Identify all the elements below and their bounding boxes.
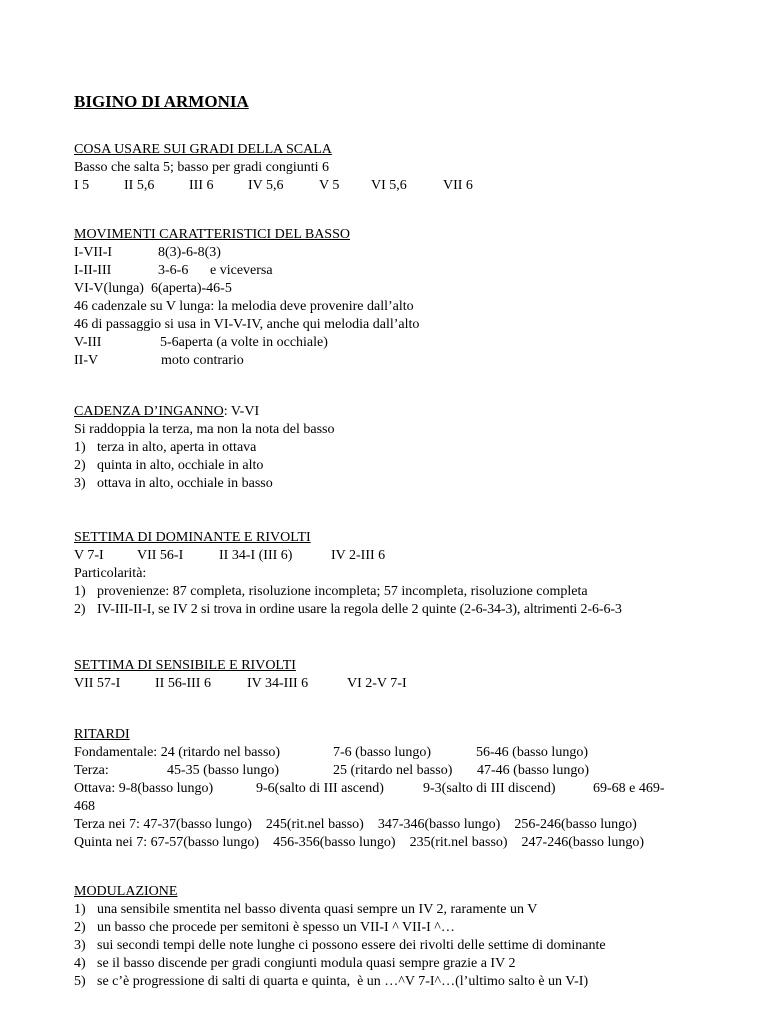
grade-cell: II 5,6 [124,178,155,193]
text-line [74,334,744,352]
grade-cell: III 6 [189,178,214,193]
text-cell: I-VII-I [74,245,113,260]
text-line: Particolarità: [74,566,147,581]
list-number: 2) [74,602,86,617]
list-text: provenienze: 87 completa, risoluzione incompleta; 57 incompleta, risoluzione completa [97,584,588,599]
text-cell: II-V [74,353,99,368]
text-cell: VII 57-I [74,676,121,691]
list-text: ottava in alto, occhiale in basso [97,476,273,491]
list-item [74,937,744,955]
section-cadenza [74,403,744,493]
section-heading: SETTIMA DI DOMINANTE E RIVOLTI [74,530,311,545]
grade-cell: VII 6 [443,178,473,193]
list-number: 4) [74,956,86,971]
text-cell: Fondamentale: 24 (ritardo nel basso) [74,745,281,760]
text-cell: 8(3)-6-8(3) [158,245,221,260]
section-heading: RITARDI [74,727,130,742]
text-cell: 45-35 (basso lungo) [167,763,279,778]
text-cell: 69-68 e 469- [593,781,665,796]
document-title: BIGINO DI ARMONIA [74,92,249,111]
text-cell: II 56-III 6 [155,676,211,691]
grade-cell: I 5 [74,178,90,193]
list-number: 3) [74,476,86,491]
text-cell: 5-6aperta (a volte in occhiale) [160,335,328,350]
text-line [74,780,744,798]
text-line: VI-V(lunga) 6(aperta)-46-5 [74,281,232,296]
grade-cell: VI 5,6 [371,178,407,193]
section-sensibile [74,657,744,693]
list-item [74,601,744,619]
text-cell: II 34-I (III 6) [219,548,293,563]
text-cell: 25 (ritardo nel basso) [333,763,453,778]
text-cell: 7-6 (basso lungo) [333,745,431,760]
text-cell: VII 56-I [137,548,184,563]
section-heading: MOVIMENTI CARATTERISTICI DEL BASSO [74,227,350,242]
text-cell: V 7-I [74,548,104,563]
list-text: terza in alto, aperta in ottava [97,440,257,455]
list-text: se il basso discende per gradi congiunti modula quasi sempre grazie a IV 2 [97,956,516,971]
section-dominante [74,529,744,619]
list-item [74,457,744,475]
list-item [74,583,744,601]
text-cell: 47-46 (basso lungo) [477,763,589,778]
section-heading: COSA USARE SUI GRADI DELLA SCALA [74,142,332,157]
grades-row [74,177,744,195]
list-text: IV-III-II-I, se IV 2 si trova in ordine usare la regola delle 2 quinte (2-6-34-3), altrimenti 2-6-6-3 [97,602,622,617]
text-line: Quinta nei 7: 67-57(basso lungo) 456-356(basso lungo) 235(rit.nel basso) 247-246(basso lungo) [74,835,645,850]
list-text: quinta in alto, occhiale in alto [97,458,264,473]
list-item [74,955,744,973]
text-cell: e viceversa [210,263,273,278]
text-line: 468 [74,799,95,814]
text-line [74,744,744,762]
text-line [74,352,744,370]
section-ritardi [74,726,744,852]
list-number: 5) [74,974,86,989]
text-line: Basso che salta 5; basso per gradi congiunti 6 [74,160,330,175]
text-cell: 9-6(salto di III ascend) [256,781,384,796]
list-item [74,919,744,937]
heading-rest: : V-VI [223,404,260,419]
list-item [74,439,744,457]
list-number: 2) [74,458,86,473]
grade-cell: V 5 [319,178,340,193]
text-line: Terza nei 7: 47-37(basso lungo) 245(rit.nel basso) 347-346(basso lungo) 256-246(basso lungo) [74,817,637,832]
text-cell: Terza: [74,763,109,778]
list-text: se c’è progressione di salti di quarta e quinta, è un …^V 7-I^…(l’ultimo salto è un V-I) [97,974,589,989]
text-line [74,262,744,280]
text-line [74,547,744,565]
list-number: 3) [74,938,86,953]
text-cell: IV 34-III 6 [247,676,309,691]
list-text: un basso che procede per semitoni è spesso un VII-I ^ VII-I ^… [97,920,455,935]
heading-underlined: CADENZA D’INGANNO [74,404,224,419]
list-text: una sensibile smentita nel basso diventa quasi sempre un IV 2, raramente un V [97,902,538,917]
text-cell: 3-6-6 [158,263,189,278]
text-cell: V-III [74,335,102,350]
text-cell: 9-3(salto di III discend) [423,781,556,796]
list-number: 1) [74,902,86,917]
text-line [74,244,744,262]
list-item [74,475,744,493]
text-line: 46 cadenzale su V lunga: la melodia deve provenire dall’alto [74,299,414,314]
text-line: Si raddoppia la terza, ma non la nota del basso [74,422,335,437]
section-movimenti [74,226,744,370]
text-line [74,675,744,693]
text-cell: 56-46 (basso lungo) [476,745,588,760]
list-number: 1) [74,440,86,455]
section-heading: MODULAZIONE [74,884,178,899]
list-item [74,901,744,919]
text-cell: I-II-III [74,263,112,278]
section-modulazione [74,883,744,991]
list-number: 1) [74,584,86,599]
text-cell: VI 2-V 7-I [347,676,407,691]
section-gradi [74,141,744,195]
section-heading [74,403,744,421]
list-text: sui secondi tempi delle note lunghe ci possono essere dei rivolti delle settime di dominante [97,938,606,953]
section-heading: SETTIMA DI SENSIBILE E RIVOLTI [74,658,296,673]
text-cell: Ottava: 9-8(basso lungo) [74,781,214,796]
text-cell: moto contrario [161,353,244,368]
text-cell: IV 2-III 6 [331,548,386,563]
list-item [74,973,744,991]
text-line: 46 di passaggio si usa in VI-V-IV, anche qui melodia dall’alto [74,317,420,332]
grade-cell: IV 5,6 [248,178,284,193]
list-number: 2) [74,920,86,935]
text-line [74,762,744,780]
